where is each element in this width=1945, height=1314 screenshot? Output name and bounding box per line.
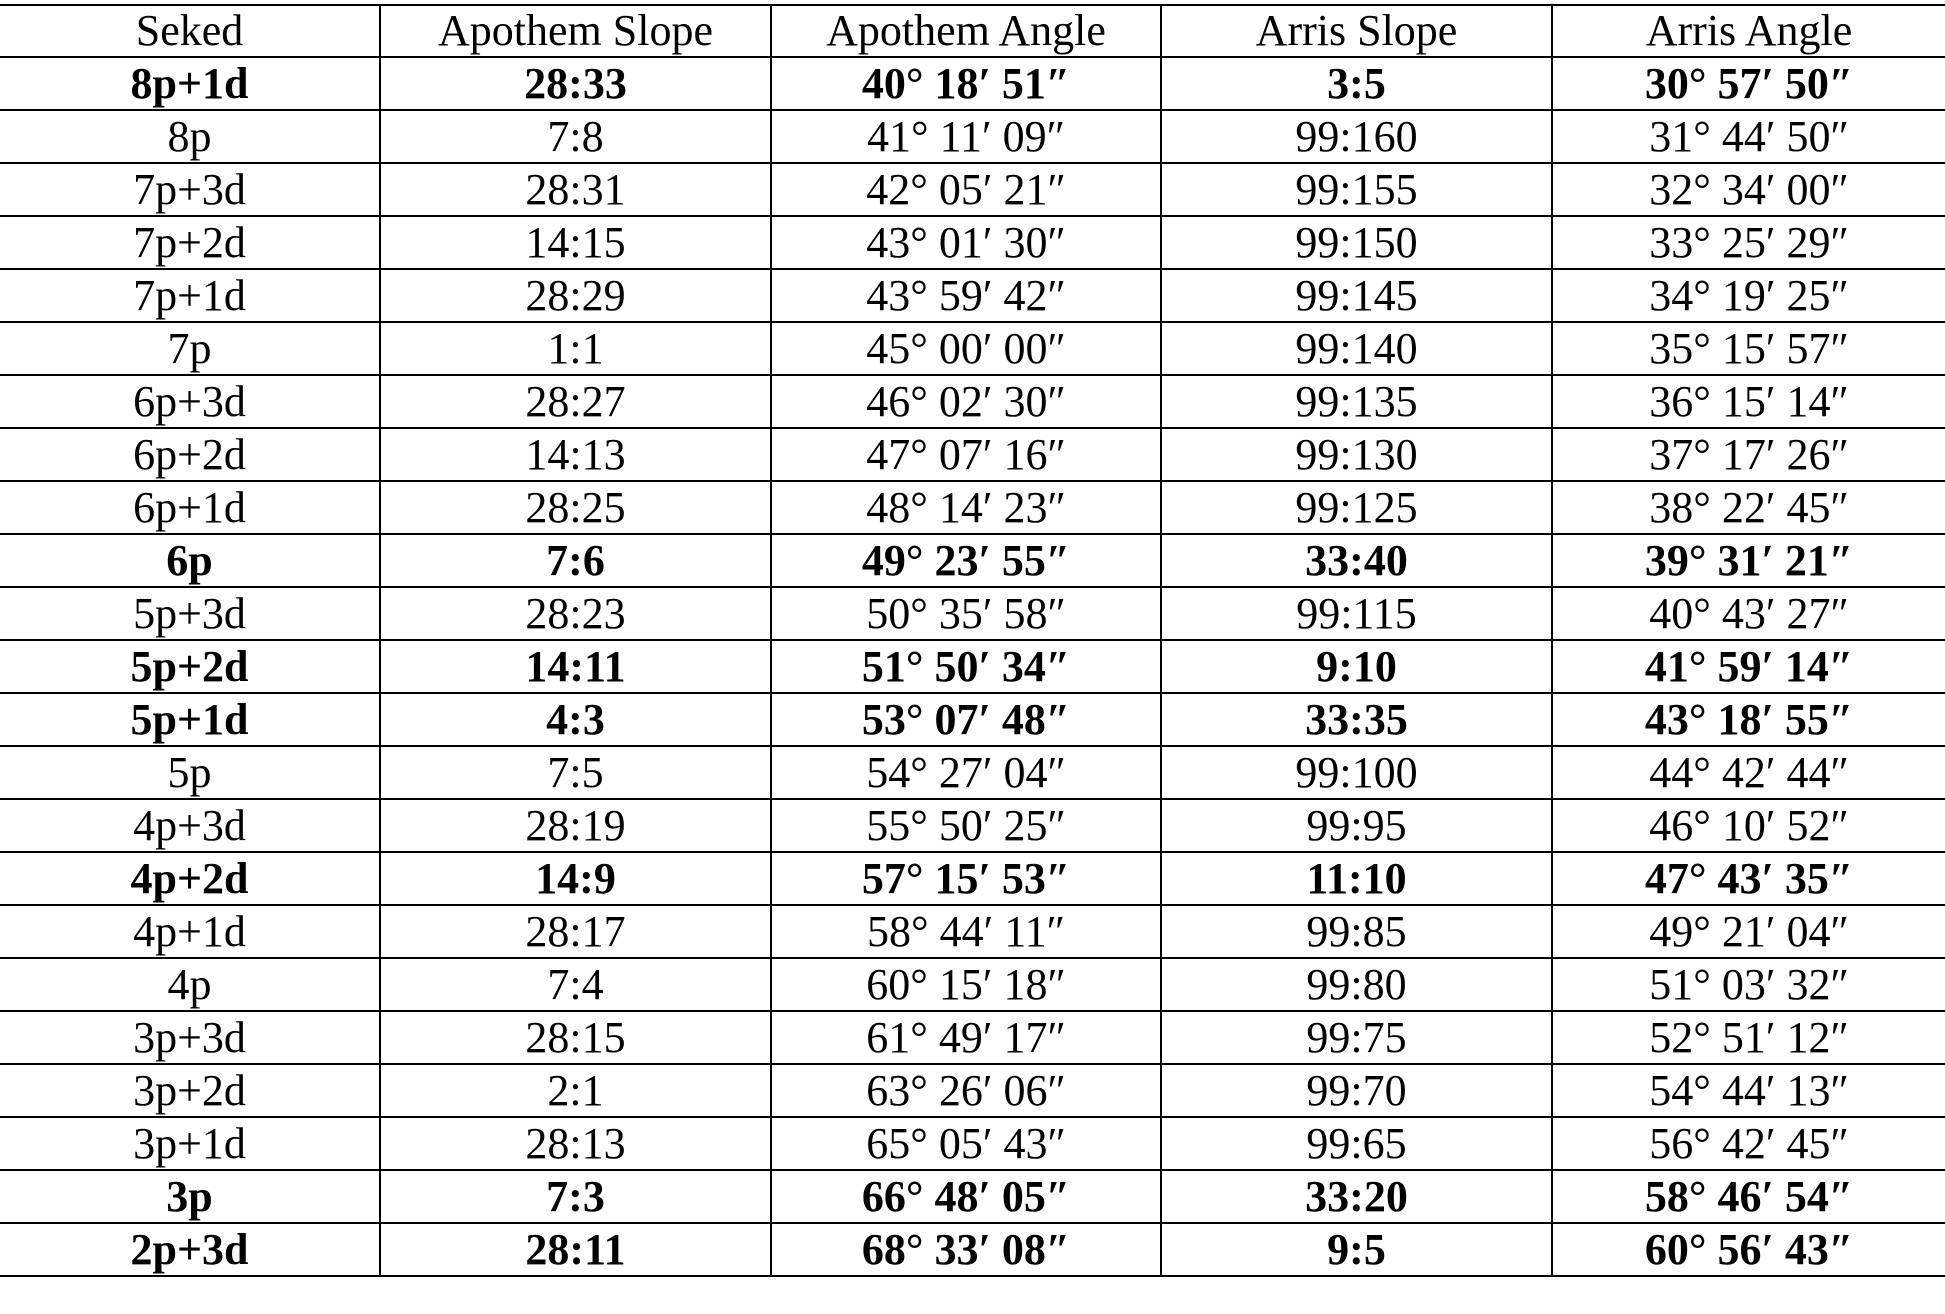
cell-seked: 6p <box>0 534 380 587</box>
cell-apothem-slope: 28:31 <box>380 163 771 216</box>
header-arris-angle: Arris Angle <box>1552 5 1945 57</box>
cell-seked: 6p+2d <box>0 428 380 481</box>
cell-arris-slope: 99:155 <box>1161 163 1552 216</box>
cell-seked: 7p+2d <box>0 216 380 269</box>
cell-arris-slope: 99:145 <box>1161 269 1552 322</box>
cell-apothem-angle: 58° 44′ 11″ <box>771 905 1161 958</box>
table-row <box>0 1223 1945 1276</box>
table-row <box>0 534 1945 587</box>
cell-arris-angle: 43° 18′ 55″ <box>1552 693 1945 746</box>
cell-arris-slope: 99:130 <box>1161 428 1552 481</box>
cell-apothem-slope: 14:11 <box>380 640 771 693</box>
cell-arris-angle: 60° 56′ 43″ <box>1552 1223 1945 1276</box>
cell-arris-slope: 99:160 <box>1161 110 1552 163</box>
cell-arris-angle: 58° 46′ 54″ <box>1552 1170 1945 1223</box>
cell-arris-angle: 38° 22′ 45″ <box>1552 481 1945 534</box>
cell-apothem-angle: 66° 48′ 05″ <box>771 1170 1161 1223</box>
cell-seked: 4p+3d <box>0 799 380 852</box>
cell-arris-slope: 99:85 <box>1161 905 1552 958</box>
cell-apothem-angle: 54° 27′ 04″ <box>771 746 1161 799</box>
cell-seked: 5p <box>0 746 380 799</box>
cell-arris-angle: 54° 44′ 13″ <box>1552 1064 1945 1117</box>
cell-apothem-angle: 41° 11′ 09″ <box>771 110 1161 163</box>
cell-arris-slope: 3:5 <box>1161 57 1552 110</box>
cell-arris-slope: 99:135 <box>1161 375 1552 428</box>
cell-arris-slope: 99:70 <box>1161 1064 1552 1117</box>
cell-arris-slope: 99:75 <box>1161 1011 1552 1064</box>
cell-apothem-slope: 7:6 <box>380 534 771 587</box>
cell-seked: 4p+1d <box>0 905 380 958</box>
cell-apothem-angle: 47° 07′ 16″ <box>771 428 1161 481</box>
cell-arris-angle: 56° 42′ 45″ <box>1552 1117 1945 1170</box>
cell-arris-angle: 40° 43′ 27″ <box>1552 587 1945 640</box>
table-row <box>0 1011 1945 1064</box>
cell-arris-angle: 41° 59′ 14″ <box>1552 640 1945 693</box>
cell-apothem-angle: 60° 15′ 18″ <box>771 958 1161 1011</box>
cell-arris-slope: 33:40 <box>1161 534 1552 587</box>
cell-apothem-slope: 28:23 <box>380 587 771 640</box>
header-arris-slope: Arris Slope <box>1161 5 1552 57</box>
table-body <box>0 57 1945 1276</box>
cell-arris-slope: 99:125 <box>1161 481 1552 534</box>
cell-apothem-angle: 43° 59′ 42″ <box>771 269 1161 322</box>
cell-apothem-slope: 28:13 <box>380 1117 771 1170</box>
cell-apothem-slope: 14:13 <box>380 428 771 481</box>
cell-seked: 8p <box>0 110 380 163</box>
table-row <box>0 640 1945 693</box>
cell-arris-angle: 44° 42′ 44″ <box>1552 746 1945 799</box>
table-row <box>0 587 1945 640</box>
table-row <box>0 799 1945 852</box>
cell-seked: 6p+3d <box>0 375 380 428</box>
cell-arris-slope: 99:115 <box>1161 587 1552 640</box>
cell-seked: 3p+1d <box>0 1117 380 1170</box>
cell-apothem-angle: 55° 50′ 25″ <box>771 799 1161 852</box>
table-row <box>0 746 1945 799</box>
table-row <box>0 1117 1945 1170</box>
cell-arris-angle: 49° 21′ 04″ <box>1552 905 1945 958</box>
cell-arris-angle: 32° 34′ 00″ <box>1552 163 1945 216</box>
cell-arris-slope: 99:100 <box>1161 746 1552 799</box>
cell-seked: 3p+3d <box>0 1011 380 1064</box>
cell-arris-angle: 33° 25′ 29″ <box>1552 216 1945 269</box>
cell-apothem-slope: 28:29 <box>380 269 771 322</box>
cell-arris-slope: 99:150 <box>1161 216 1552 269</box>
cell-seked: 3p <box>0 1170 380 1223</box>
cell-apothem-slope: 28:15 <box>380 1011 771 1064</box>
cell-apothem-angle: 65° 05′ 43″ <box>771 1117 1161 1170</box>
header-row <box>0 5 1945 57</box>
cell-arris-angle: 37° 17′ 26″ <box>1552 428 1945 481</box>
cell-arris-angle: 47° 43′ 35″ <box>1552 852 1945 905</box>
cell-apothem-angle: 63° 26′ 06″ <box>771 1064 1161 1117</box>
table-header <box>0 5 1945 57</box>
seked-table <box>0 4 1945 1277</box>
cell-apothem-angle: 46° 02′ 30″ <box>771 375 1161 428</box>
cell-apothem-slope: 28:17 <box>380 905 771 958</box>
table-row <box>0 269 1945 322</box>
cell-apothem-slope: 7:5 <box>380 746 771 799</box>
cell-apothem-slope: 7:4 <box>380 958 771 1011</box>
cell-apothem-angle: 61° 49′ 17″ <box>771 1011 1161 1064</box>
cell-arris-angle: 34° 19′ 25″ <box>1552 269 1945 322</box>
cell-apothem-angle: 40° 18′ 51″ <box>771 57 1161 110</box>
table-row <box>0 216 1945 269</box>
header-seked: Seked <box>0 5 380 57</box>
cell-apothem-slope: 1:1 <box>380 322 771 375</box>
cell-apothem-angle: 49° 23′ 55″ <box>771 534 1161 587</box>
cell-apothem-angle: 50° 35′ 58″ <box>771 587 1161 640</box>
table-row <box>0 375 1945 428</box>
cell-apothem-angle: 43° 01′ 30″ <box>771 216 1161 269</box>
cell-arris-slope: 33:20 <box>1161 1170 1552 1223</box>
cell-arris-slope: 11:10 <box>1161 852 1552 905</box>
cell-arris-angle: 36° 15′ 14″ <box>1552 375 1945 428</box>
cell-seked: 4p+2d <box>0 852 380 905</box>
table-row <box>0 322 1945 375</box>
table-row <box>0 1170 1945 1223</box>
cell-apothem-angle: 53° 07′ 48″ <box>771 693 1161 746</box>
table-row <box>0 163 1945 216</box>
table-row <box>0 110 1945 163</box>
cell-apothem-slope: 28:27 <box>380 375 771 428</box>
cell-apothem-angle: 57° 15′ 53″ <box>771 852 1161 905</box>
table-row <box>0 57 1945 110</box>
cell-seked: 3p+2d <box>0 1064 380 1117</box>
cell-arris-angle: 31° 44′ 50″ <box>1552 110 1945 163</box>
cell-arris-slope: 99:80 <box>1161 958 1552 1011</box>
table-row <box>0 481 1945 534</box>
header-apothem-slope: Apothem Slope <box>380 5 771 57</box>
cell-apothem-angle: 42° 05′ 21″ <box>771 163 1161 216</box>
cell-arris-angle: 46° 10′ 52″ <box>1552 799 1945 852</box>
cell-apothem-slope: 28:33 <box>380 57 771 110</box>
cell-seked: 5p+3d <box>0 587 380 640</box>
header-apothem-angle: Apothem Angle <box>771 5 1161 57</box>
cell-arris-angle: 30° 57′ 50″ <box>1552 57 1945 110</box>
cell-arris-slope: 9:10 <box>1161 640 1552 693</box>
table-row <box>0 958 1945 1011</box>
cell-apothem-slope: 28:11 <box>380 1223 771 1276</box>
table-row <box>0 1064 1945 1117</box>
cell-apothem-slope: 2:1 <box>380 1064 771 1117</box>
cell-arris-slope: 33:35 <box>1161 693 1552 746</box>
cell-apothem-angle: 68° 33′ 08″ <box>771 1223 1161 1276</box>
cell-apothem-angle: 45° 00′ 00″ <box>771 322 1161 375</box>
cell-arris-slope: 99:140 <box>1161 322 1552 375</box>
cell-apothem-slope: 7:3 <box>380 1170 771 1223</box>
cell-apothem-slope: 28:19 <box>380 799 771 852</box>
cell-arris-angle: 39° 31′ 21″ <box>1552 534 1945 587</box>
table-row <box>0 905 1945 958</box>
cell-apothem-angle: 51° 50′ 34″ <box>771 640 1161 693</box>
cell-seked: 7p+3d <box>0 163 380 216</box>
cell-seked: 6p+1d <box>0 481 380 534</box>
cell-arris-slope: 99:65 <box>1161 1117 1552 1170</box>
table-row <box>0 852 1945 905</box>
cell-apothem-slope: 14:15 <box>380 216 771 269</box>
cell-seked: 4p <box>0 958 380 1011</box>
cell-arris-angle: 52° 51′ 12″ <box>1552 1011 1945 1064</box>
cell-seked: 7p+1d <box>0 269 380 322</box>
cell-arris-slope: 9:5 <box>1161 1223 1552 1276</box>
cell-seked: 8p+1d <box>0 57 380 110</box>
cell-seked: 7p <box>0 322 380 375</box>
cell-apothem-slope: 28:25 <box>380 481 771 534</box>
cell-apothem-slope: 4:3 <box>380 693 771 746</box>
cell-seked: 2p+3d <box>0 1223 380 1276</box>
cell-arris-angle: 35° 15′ 57″ <box>1552 322 1945 375</box>
cell-apothem-slope: 14:9 <box>380 852 771 905</box>
cell-arris-slope: 99:95 <box>1161 799 1552 852</box>
table-row <box>0 428 1945 481</box>
cell-seked: 5p+1d <box>0 693 380 746</box>
cell-apothem-angle: 48° 14′ 23″ <box>771 481 1161 534</box>
table-row <box>0 693 1945 746</box>
cell-apothem-slope: 7:8 <box>380 110 771 163</box>
cell-arris-angle: 51° 03′ 32″ <box>1552 958 1945 1011</box>
cell-seked: 5p+2d <box>0 640 380 693</box>
